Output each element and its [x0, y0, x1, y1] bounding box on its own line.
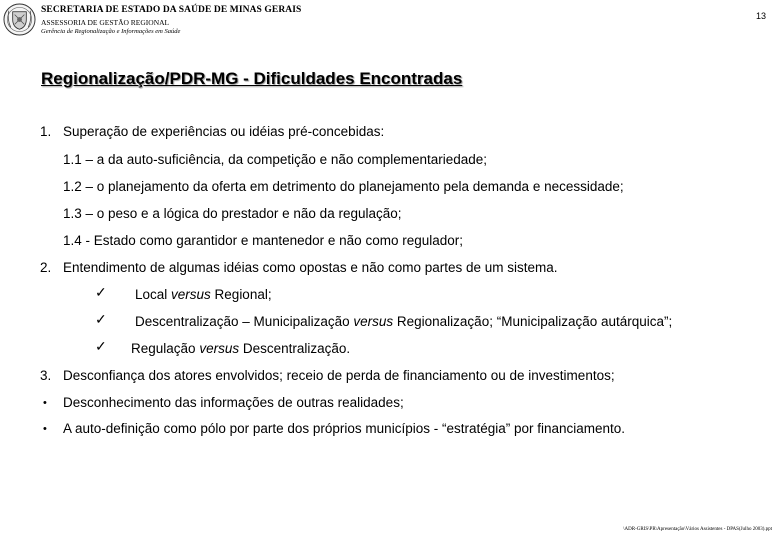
bullet-item: Desconhecimento das informações de outras realidades; [63, 395, 404, 410]
subitem: 1.3 – o peso e a lógica do prestador e não da regulação; [63, 206, 402, 221]
slide-title: Regionalização/PDR-MG - Dificuldades Encontradas [41, 69, 463, 88]
header-department: ASSESSORIA DE GESTÃO REGIONAL [41, 18, 170, 27]
item-text: Superação de experiências ou idéias pré-concebidas: [63, 124, 385, 139]
bullet-item: A auto-definição como pólo por parte dos próprios municípios - “estratégia” por financiamento. [63, 421, 626, 436]
item-number: 2. [40, 260, 52, 275]
bullet-icon: • [43, 397, 47, 409]
checkmark-icon: ✓ [95, 311, 107, 327]
check-item: Local versus Regional; [135, 287, 272, 302]
check-item: Descentralização – Municipalização versus Regionalização; “Municipalização autárquica”; [135, 314, 673, 329]
subitem: 1.1 – a da auto-suficiência, da competição e não complementariedade; [63, 152, 488, 167]
item-text: Desconfiança dos atores envolvidos; receio de perda de financiamento ou de investimentos; [63, 368, 615, 383]
subitem: 1.4 - Estado como garantidor e mantenedor e não como regulador; [63, 233, 463, 248]
checkmark-icon: ✓ [95, 338, 107, 354]
subitem: 1.2 – o planejamento da oferta em detrimento do planejamento pela demanda e necessidade; [63, 179, 624, 194]
item-number: 3. [40, 368, 52, 383]
item-text: Entendimento de algumas idéias como opostas e não como partes de um sistema. [63, 260, 558, 275]
header-unit: Gerência de Regionalização e Informações em Saúde [41, 28, 181, 35]
coat-of-arms-seal [3, 3, 36, 36]
bullet-icon: • [43, 423, 47, 435]
checkmark-icon: ✓ [95, 284, 107, 300]
page-number: 13 [755, 11, 766, 21]
check-item: Regulação versus Descentralização. [131, 341, 351, 356]
footer-file-path: \ADR-GRIS\PR\Apresentação\Vários Assistentes - DPAS(Julho 2003).ppt [623, 527, 772, 532]
item-number: 1. [40, 124, 52, 139]
header-organization: SECRETARIA DE ESTADO DA SAÚDE DE MINAS GERAIS [41, 5, 302, 15]
